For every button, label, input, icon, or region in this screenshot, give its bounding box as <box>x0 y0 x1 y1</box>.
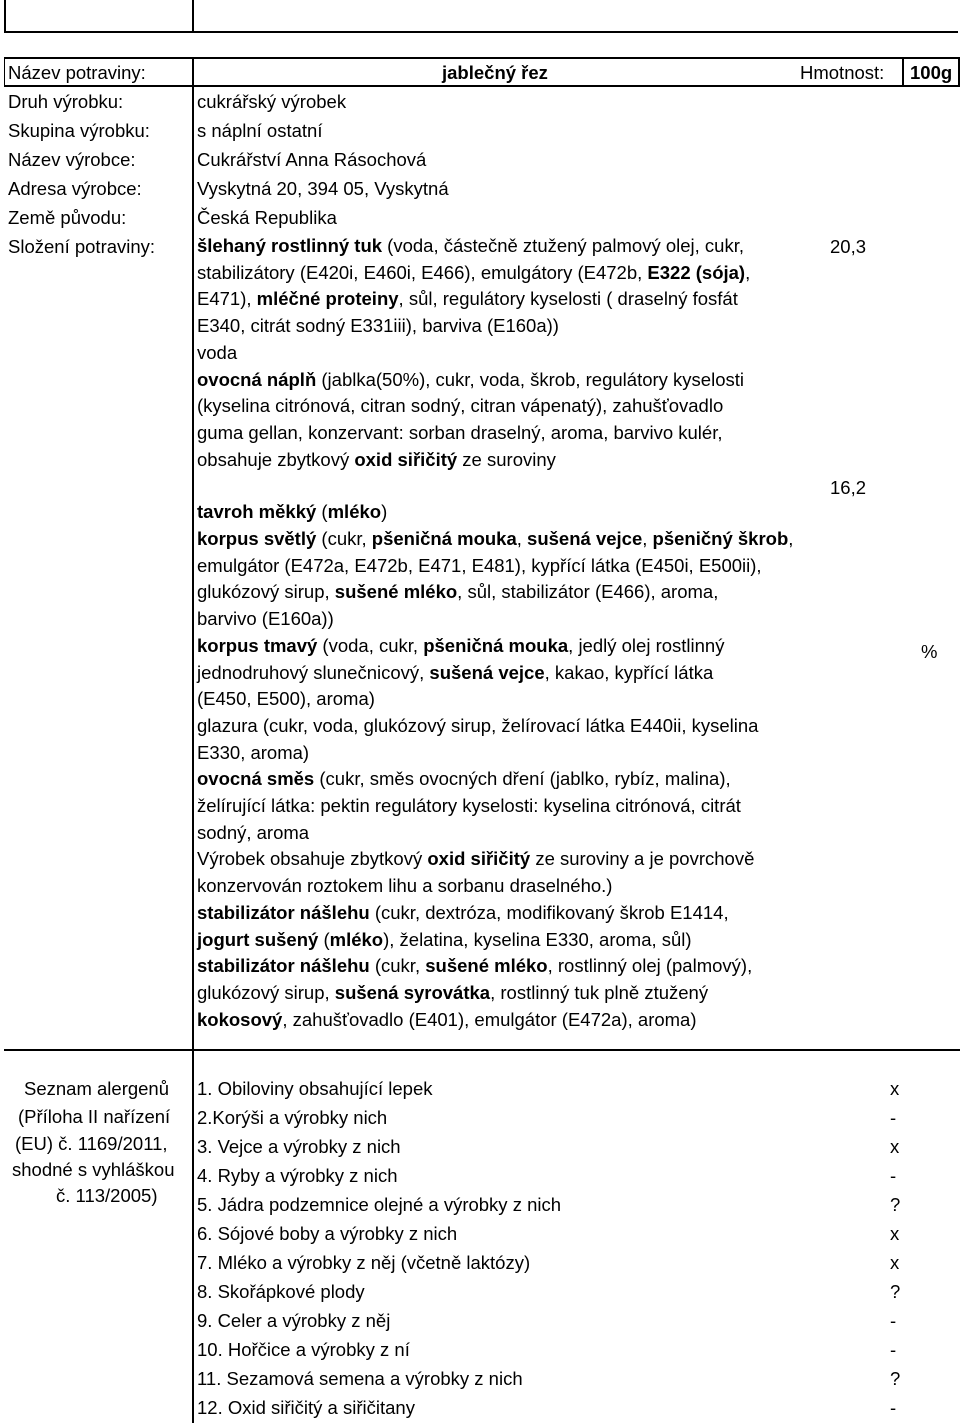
ingredient-text: glazura (cukr, voda, glukózový sirup, želírovací látka E440ii, kyselina <box>197 714 759 736</box>
ingredient-bold: pšeničná mouka <box>423 634 569 656</box>
ingredient-text: E340, citrát sodný E331iii), barviva (E160a)) <box>197 315 559 337</box>
ingredient-bold: korpus světlý <box>197 528 317 550</box>
composition-line <box>197 846 797 873</box>
composition-line <box>197 686 797 713</box>
allergen-item-name: 9. Celer a výrobky z něj <box>197 1310 391 1331</box>
ingredient-bold: sušené mléko <box>425 955 548 977</box>
composition-line <box>197 233 797 260</box>
composition-line <box>197 579 797 606</box>
ingredient-text: , rostlinný olej (palmový), <box>547 955 753 977</box>
manufacturer-value: Cukrářství Anna Rásochová <box>197 149 427 170</box>
ingredient-bold: stabilizátor nášlehu <box>197 901 370 923</box>
allergen-section-border <box>4 1049 960 1051</box>
ingredient-text: sodný, aroma <box>197 821 310 843</box>
address-label: Adresa výrobce: <box>8 178 142 199</box>
allergen-item-mark: - <box>890 1339 897 1360</box>
ingredient-text: (E450, E500), aroma) <box>197 688 375 710</box>
allergen-item-name: 4. Ryby a výrobky z nich <box>197 1165 398 1186</box>
composition-line <box>197 606 797 633</box>
allergen-item-name: 5. Jádra podzemnice olejné a výrobky z nich <box>197 1194 562 1215</box>
ingredient-text: , rostlinný tuk plně ztužený <box>490 981 709 1003</box>
allergen-item-mark: - <box>890 1107 897 1128</box>
composition-line <box>197 340 797 367</box>
product-name-label: Název potraviny: <box>8 62 146 83</box>
ingredient-bold: pšeničná mouka <box>371 528 517 550</box>
ingredient-text: glukózový sirup, <box>197 581 335 603</box>
top-stub-left <box>4 0 6 32</box>
ingredient-bold: oxid siřičitý <box>427 848 531 870</box>
composition-line <box>197 713 797 740</box>
allergen-item-mark: x <box>890 1223 900 1244</box>
ingredient-text: , kakao, kypřící látka <box>544 661 714 683</box>
manufacturer-label: Název výrobce: <box>8 149 136 170</box>
ingredient-text: Výrobek obsahuje zbytkový <box>197 848 428 870</box>
ingredient-text: ze suroviny a je povrchově <box>530 848 755 870</box>
allergen-item-mark: ? <box>890 1368 901 1389</box>
ingredient-text: ( <box>316 501 328 523</box>
composition-gap <box>197 473 797 499</box>
composition-line <box>197 420 797 447</box>
allergen-item-name: 12. Oxid siřičitý a siřičitany <box>197 1397 415 1418</box>
header-top-border <box>4 31 958 33</box>
allergen-item-mark: x <box>890 1252 900 1273</box>
allergen-item-name: 3. Vejce a výrobky z nich <box>197 1136 401 1157</box>
ingredient-bold: sušená syrovátka <box>334 981 491 1003</box>
composition-line <box>197 367 797 394</box>
allergen-item-mark: - <box>890 1165 897 1186</box>
composition-line <box>197 793 797 820</box>
ingredient-bold: jogurt sušený <box>197 928 319 950</box>
weight-value: 100g <box>910 62 953 83</box>
allergen-item-name: 6. Sójové boby a výrobky z nich <box>197 1223 458 1244</box>
ingredient-text: ze suroviny <box>457 448 556 470</box>
composition-label: Složení potraviny: <box>8 236 156 257</box>
ingredient-text: (cukr, <box>369 955 426 977</box>
ingredient-text: ), želatina, kyselina E330, aroma, sůl) <box>383 928 692 950</box>
composition-line <box>197 633 797 660</box>
ingredient-text: (kyselina citrónová, citran sodný, citran vápenatý), zahušťovadlo <box>197 395 724 417</box>
ingredient-text: glukózový sirup, <box>197 981 335 1003</box>
composition-line <box>197 393 797 420</box>
composition-line <box>197 499 797 526</box>
ingredient-text: , jedlý olej rostlinný <box>568 634 725 656</box>
allergen-item-name: 8. Skořápkové plody <box>197 1281 365 1302</box>
allergen-item-mark: x <box>890 1136 900 1157</box>
composition-line <box>197 660 797 687</box>
ingredient-bold: stabilizátor nášlehu <box>197 955 370 977</box>
ingredient-bold: tavroh měkký <box>197 501 317 523</box>
allergen-item-name: 1. Obiloviny obsahující lepek <box>197 1078 433 1099</box>
ingredient-text: (jablka(50%), cukr, voda, škrob, regulátory kyselosti <box>316 368 744 390</box>
ingredient-text: ) <box>381 501 388 523</box>
ingredient-bold: sušená vejce <box>527 528 643 550</box>
ingredient-text: E471), <box>197 288 257 310</box>
ingredient-text: (cukr, dextróza, modifikovaný škrob E1414, <box>369 901 729 923</box>
composition-line <box>197 820 797 847</box>
allergen-item-mark: x <box>890 1078 900 1099</box>
weight-divider <box>902 57 904 87</box>
ingredient-bold: oxid siřičitý <box>354 448 458 470</box>
ingredient-bold: mléko <box>327 501 382 523</box>
product-type-value: cukrářský výrobek <box>197 91 347 112</box>
product-name: jablečný řez <box>442 62 548 83</box>
top-stub-right <box>192 0 194 32</box>
ingredient-text: , sůl, stabilizátor (E466), aroma, <box>457 581 719 603</box>
allergen-item-mark: - <box>890 1310 897 1331</box>
ingredient-text: , <box>788 528 794 550</box>
allergen-label-line-3: (EU) č. 1169/2011, <box>15 1133 168 1154</box>
ingredient-bold: šlehaný rostlinný tuk <box>197 235 383 256</box>
ingredient-text: , sůl, regulátory kyselosti ( draselný fosfát <box>398 288 738 310</box>
ingredient-text: (cukr, směs ovocných dření (jablko, rybíz, malina), <box>314 768 731 790</box>
allergen-item-name: 2.Korýši a výrobky nich <box>197 1107 388 1128</box>
ingredient-text: barvivo (E160a)) <box>197 608 334 630</box>
composition-line <box>197 313 797 340</box>
ingredient-text: , <box>745 261 751 283</box>
ingredient-text: konzervován roztokem lihu a sorbanu draselného.) <box>197 875 613 897</box>
ingredient-text: obsahuje zbytkový <box>197 448 355 470</box>
allergen-item-name: 10. Hořčice a výrobky z ní <box>197 1339 410 1360</box>
ingredient-text: stabilizátory (E420i, E460i, E466), emulgátory (E472b, <box>197 261 648 283</box>
address-value: Vyskytná 20, 394 05, Vyskytná <box>197 178 449 199</box>
ingredient-bold: E322 (sója) <box>647 261 746 283</box>
composition-line <box>197 953 797 980</box>
ingredient-bold: sušená vejce <box>429 661 545 683</box>
ingredient-bold: sušené mléko <box>334 581 458 603</box>
ingredient-bold: pšeničný škrob <box>652 528 789 550</box>
composition-value-2: 16,2 <box>830 477 867 498</box>
allergen-label-line-5: č. 113/2005) <box>56 1185 158 1206</box>
ingredient-bold: ovocná směs <box>197 768 315 790</box>
allergen-label-line-2: (Příloha II nařízení <box>18 1106 171 1127</box>
composition-line <box>197 873 797 900</box>
ingredient-bold: korpus tmavý <box>197 634 318 656</box>
composition-line <box>197 447 797 474</box>
composition-line <box>197 286 797 313</box>
product-type-label: Druh výrobku: <box>8 91 124 112</box>
ingredient-text: , <box>642 528 653 550</box>
origin-country-label: Země původu: <box>8 207 127 228</box>
product-group-value: s náplní ostatní <box>197 120 323 141</box>
composition-text <box>197 233 797 1033</box>
composition-line <box>197 260 797 287</box>
ingredient-text: , <box>516 528 528 550</box>
ingredient-text: emulgátor (E472a, E472b, E471, E481), kypřící látka (E450i, E500ii), <box>197 554 762 576</box>
composition-line <box>197 766 797 793</box>
header-left-border <box>4 57 5 87</box>
ingredient-text: (cukr, <box>316 528 372 550</box>
composition-line <box>197 740 797 767</box>
ingredient-bold: mléčné proteiny <box>256 288 399 310</box>
composition-line <box>197 980 797 1007</box>
weight-label: Hmotnost: <box>800 62 885 83</box>
composition-line <box>197 1007 797 1034</box>
composition-line <box>197 900 797 927</box>
ingredient-text: (voda, částečně ztužený palmový olej, cukr, <box>382 235 744 256</box>
composition-value-1: 20,3 <box>830 236 867 257</box>
ingredient-text: voda <box>197 341 238 363</box>
ingredient-text: ( <box>318 928 330 950</box>
ingredient-text: , zahušťovadlo (E401), emulgátor (E472a), aroma) <box>282 1008 697 1030</box>
composition-line <box>197 927 797 954</box>
composition-unit: % <box>921 641 938 662</box>
ingredient-bold: ovocná náplň <box>197 368 317 390</box>
composition-line <box>197 553 797 580</box>
ingredient-text: (voda, cukr, <box>317 634 424 656</box>
ingredient-text: guma gellan, konzervant: sorban draselný, aroma, barvivo kulér, <box>197 421 723 443</box>
allergen-item-mark: - <box>890 1397 897 1418</box>
ingredient-bold: kokosový <box>197 1008 283 1030</box>
ingredient-text: želírující látka: pektin regulátory kyselosti: kyselina citrónová, citrát <box>197 795 741 817</box>
ingredient-text: E330, aroma) <box>197 741 310 763</box>
allergen-label-line-4: shodné s vyhláškou <box>12 1159 175 1180</box>
allergen-item-name: 7. Mléko a výrobky z něj (včetně laktózy) <box>197 1252 531 1273</box>
ingredient-text: jednodruhový slunečnicový, <box>197 661 430 683</box>
label-column-divider <box>192 57 194 1423</box>
ingredient-bold: mléko <box>329 928 384 950</box>
allergen-item-mark: ? <box>890 1281 901 1302</box>
allergen-item-mark: ? <box>890 1194 901 1215</box>
composition-line <box>197 526 797 553</box>
product-group-label: Skupina výrobku: <box>8 120 150 141</box>
origin-country-value: Česká Republika <box>197 207 337 228</box>
allergen-item-name: 11. Sezamová semena a výrobky z nich <box>197 1368 523 1389</box>
allergen-label-line-1: Seznam alergenů <box>24 1078 170 1099</box>
